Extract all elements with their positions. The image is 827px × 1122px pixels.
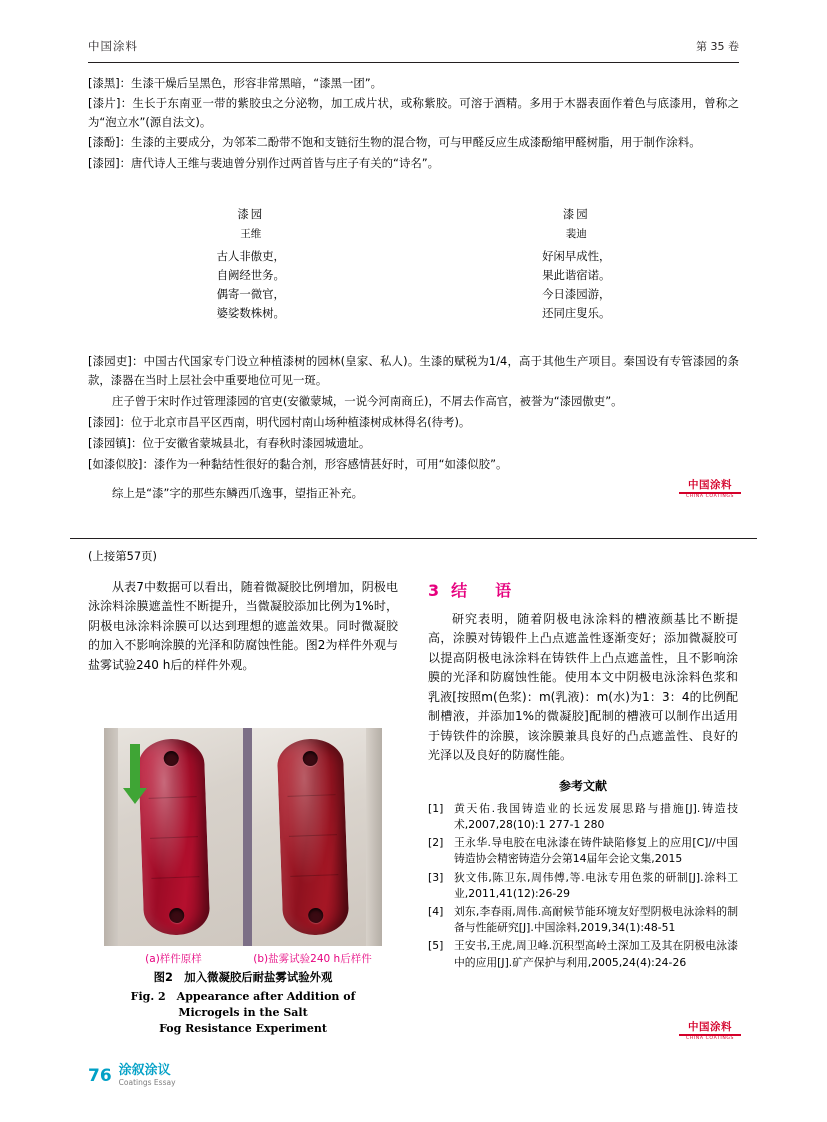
- poem-line: 还同庄叟乐。: [542, 306, 611, 321]
- poem-author: 王维: [240, 228, 262, 241]
- figure-subcaption-a: (a)样件原样: [145, 953, 202, 965]
- section-title: 结 语: [451, 581, 518, 600]
- figure-subcaption-b: (b)盐雾试验240 h后样件: [253, 953, 372, 965]
- part-hole: [163, 751, 179, 767]
- reference-tag: [4]: [428, 904, 444, 918]
- poem-line: 今日漆园游，: [542, 287, 611, 302]
- left-column: [88, 578, 398, 675]
- body-paragraph: 从表7中数据可以看出，随着微凝胶比例增加，阴极电泳涂料涂膜遮盖性不断提升，当微凝胶添加比例为1%时，阴极电泳涂料涂膜可以达到理想的遮盖效果。同时微凝胶的加入不影响涂膜的光泽和防腐蚀性能。图2为样件外观与盐雾试验240 h后的样件外观。: [88, 580, 398, 672]
- reference-item: [428, 870, 738, 902]
- footer-label-cn: 涂叙涂议: [118, 1063, 171, 1078]
- poem-line: 果此谐宿诺。: [542, 267, 611, 282]
- section-heading: [428, 578, 738, 604]
- figure-caption-en-line2: Fog Resistance Experiment: [159, 1021, 327, 1035]
- glossary-entry: [漆园镇]：位于安徽省蒙城县北，有春秋时漆园城遗址。: [88, 435, 371, 450]
- poem-title: 漆园: [562, 207, 590, 221]
- reference-text: 黄天佑.我国铸造业的长远发展思路与措施[J].铸造技术,2007,28(10):1 277-1 280: [454, 801, 738, 832]
- poem-line: 好闲早成性，: [542, 248, 611, 263]
- figure-caption-cn: 图2 加入微凝胶后耐盐雾试验外观: [153, 970, 333, 984]
- salt-test-part-shape: [276, 738, 349, 936]
- section-number: 3: [428, 581, 440, 600]
- volume-label: 第 35 卷: [696, 40, 739, 53]
- logo-cn-text: 中国涂料: [688, 1021, 732, 1033]
- china-coatings-logo-icon: [678, 1022, 742, 1042]
- part-hole: [307, 908, 323, 924]
- figure-image: [104, 728, 382, 946]
- footer-label-en: Coatings Essay: [118, 1078, 176, 1088]
- sample-part-shape: [137, 738, 210, 936]
- poem-title: 漆园: [237, 207, 265, 221]
- journal-name: 中国涂料: [88, 39, 138, 53]
- page-header: [88, 38, 739, 64]
- poem-line: 婆娑数株树。: [216, 306, 285, 321]
- glossary-entry: [漆园]：唐代诗人王维与裴迪曾分别作过两首皆与庄子有关的“诗名”。: [88, 155, 440, 170]
- figure-caption-en: [104, 989, 382, 1037]
- glossary-entry: [如漆似胶]：漆作为一种黏结性很好的黏合剂，形容感情甚好时，可用“如漆似胶”。: [88, 456, 508, 471]
- reference-tag: [3]: [428, 870, 444, 884]
- poem-line: 古人非傲吏，: [216, 248, 285, 263]
- glossary-entry: [漆酚]：生漆的主要成分，为邻苯二酚带不饱和支链衍生物的混合物，可与甲醛反应生成漆酚缩甲醛树脂，用于制作涂料。: [88, 135, 701, 150]
- right-column: [428, 578, 738, 973]
- figure-photo-b: [243, 728, 382, 946]
- logo-en-text: CHINA COATINGS: [685, 1036, 735, 1042]
- part-ridge: [287, 794, 335, 797]
- reference-tag: [1]: [428, 801, 444, 815]
- section-divider: [70, 538, 757, 539]
- reference-item: [428, 938, 738, 970]
- glossary-bottom: [88, 352, 739, 476]
- part-ridge: [289, 834, 337, 837]
- green-arrow-icon: [122, 744, 148, 804]
- reference-tag: [2]: [428, 836, 444, 850]
- page-number: 76: [88, 1065, 112, 1086]
- page-footer: [88, 1064, 176, 1088]
- part-ridge: [290, 874, 338, 877]
- part-ridge: [150, 836, 198, 839]
- glossary-entry: [漆园]：位于北京市昌平区西南，明代园村南山场种植漆树成林得名(待考)。: [88, 414, 471, 429]
- glossary-top: [88, 74, 739, 174]
- reference-item: [428, 835, 738, 867]
- poem-wangwei: [88, 205, 414, 323]
- references-heading: 参考文献: [558, 779, 607, 794]
- china-coatings-logo-icon: [678, 480, 742, 500]
- figure-photo-a: [104, 728, 243, 946]
- closing-statement: 综上是“漆”字的那些东鳞西爪逸事，望指正补充。: [112, 486, 364, 500]
- figure-subcaptions: [104, 951, 382, 966]
- logo-en-text: CHINA COATINGS: [685, 494, 735, 500]
- glossary-entry: 庄子曾于宋时作过管理漆园的官吏(安徽蒙城，一说今河南商丘)，不屑去作高官，被誉为“漆园傲吏”。: [112, 393, 623, 408]
- glossary-entry: [漆片]：生长于东南亚一带的紫胶虫之分泌物，加工成片状，或称紫胶。可溶于酒精。多用于木器表面作着色与底漆用，曾称之为“泡立水”(源自法文)。: [88, 96, 739, 129]
- continued-note: (上接第57页): [88, 549, 157, 563]
- reference-item: [428, 801, 738, 833]
- figure-2: [104, 728, 382, 1037]
- poem-author: 裴迪: [565, 228, 587, 241]
- logo-cn-text: 中国涂料: [688, 479, 732, 491]
- reference-tag: [5]: [428, 939, 444, 953]
- glossary-entry: [漆黑]：生漆干燥后呈黑色，形容非常黑暗，“漆黑一团”。: [88, 76, 383, 90]
- poem-peidi: [414, 205, 740, 323]
- poem-pair: [88, 205, 739, 323]
- poem-line: 偶寄一微官，: [216, 287, 285, 302]
- part-hole: [168, 908, 184, 924]
- conclusion-paragraph: 研究表明，随着阴极电泳涂料的槽液颜基比不断提高，涂膜对铸锻件上凸点遮盖性逐渐变好；添加微凝胶可以提高阴极电泳涂料在铸铁件上凸点遮盖性，且不影响涂膜的光泽和防腐蚀性能。使用本文中阴极电泳涂料色浆和乳液[按照m(色浆)：m(乳液)：m(水)为1：3：4的比例配制槽液，并添加1%的微凝胶]配制的槽液可以制作出适用于铸铁件的涂膜，该涂膜兼具良好的凸点遮盖性、良好的光泽以及良好的防腐性能。: [428, 611, 738, 762]
- figure-caption-en-line1: Fig. 2 Appearance after Addition of Microgels in the Salt: [130, 990, 356, 1019]
- glossary-entry: [漆园吏]：中国古代国家专门设立种植漆树的园林(皇家、私人)。生漆的赋税为1/4，高于其他生产项目。秦国设有专管漆园的条款，漆器在当时上层社会中重要地位可见一斑。: [88, 354, 739, 387]
- reference-text: 王永华.导电胶在电泳漆在铸件缺陷修复上的应用[C]//中国铸造协会精密铸造分会第14届年会论文集,2015: [454, 836, 738, 866]
- reference-item: [428, 904, 738, 936]
- reference-text: 刘东,李春雨,周伟.高耐候节能环境友好型阴极电泳涂料的制备与性能研究[J].中国涂料,2019,34(1):48-51: [454, 904, 738, 935]
- part-ridge: [148, 796, 196, 799]
- reference-text: 王安书,王虎,周卫峰.沉积型高岭土深加工及其在阴极电泳漆中的应用[J].矿产保护与利用,2005,24(4):24-26: [454, 939, 738, 969]
- reference-text: 狄文伟,陈卫东,周伟傅,等.电泳专用色浆的研制[J].涂料工业,2011,41(12):26-29: [454, 870, 738, 900]
- part-hole: [302, 751, 318, 767]
- part-ridge: [151, 876, 199, 879]
- poem-line: 自阙经世务。: [216, 267, 285, 282]
- header-divider: [88, 62, 739, 63]
